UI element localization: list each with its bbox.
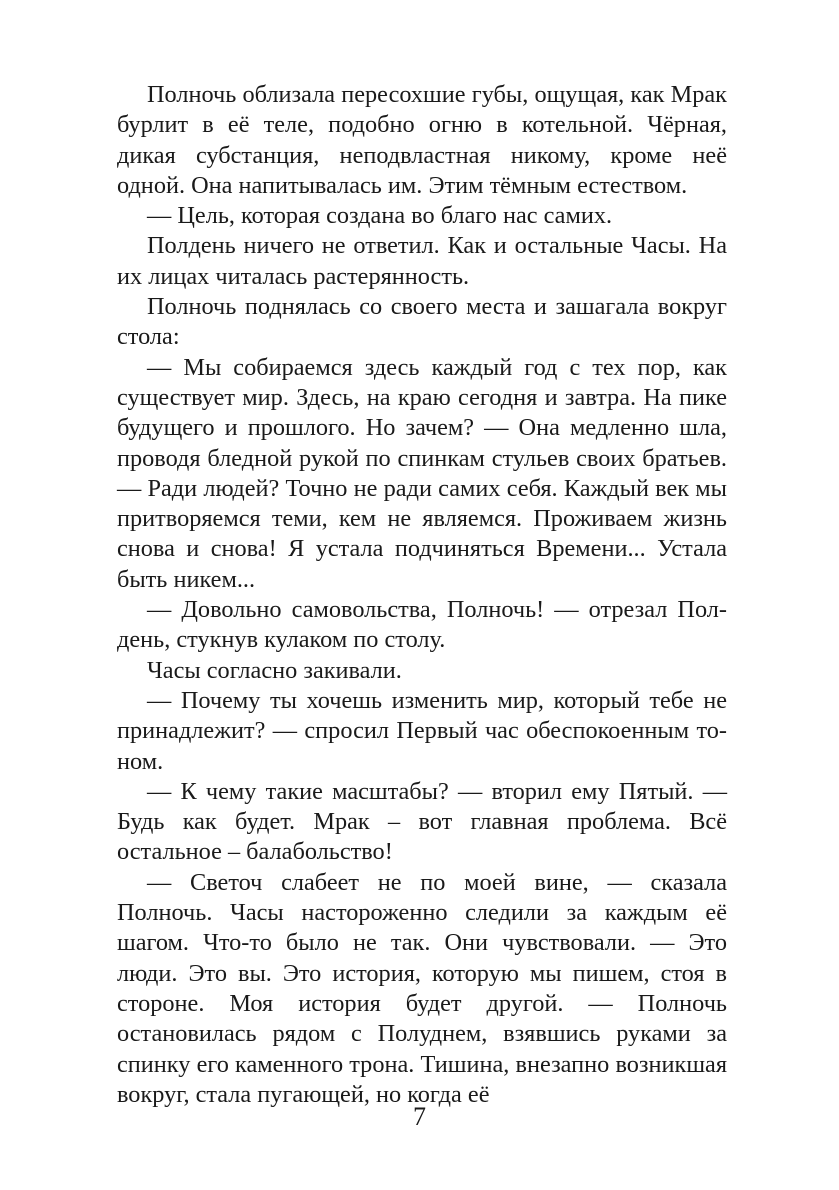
paragraph-5: — Мы собираемся здесь каждый год с тех пор, как существует мир. Здесь, на краю сегодня и завтра. На пике будущего и прошлого. Но зачем? — Она медленно шла, проводя бледной рукой по спинкам стульев своих братьев. — Ради людей? Точно не ради самих себя. Каждый век мы притворяемся теми, кем не являемся. Проживаем жизнь снова и снова! Я устала подчиняться Времени... Устала быть никем...	[117, 353, 727, 593]
paragraph-3: Полдень ничего не ответил. Как и остальные Часы. На их лицах читалась растерянность.	[117, 232, 727, 290]
paragraph-2: — Цель, которая создана во благо нас самих.	[147, 202, 613, 230]
paragraph-8: — Почему ты хочешь изменить мир, который тебе не принадлежит? — спросил Первый час обеспокоенным тоном.	[117, 686, 727, 775]
page-text	[117, 80, 727, 1110]
paragraph-1: Полночь облизала пересохшие губы, ощущая, как Мрак бурлит в её теле, подобно огню в котельной. Чёрная, дикая субстанция, неподвластная никому, кроме неё одной. Она напитывалась им. Этим тёмным естеством.	[117, 81, 727, 199]
paragraph-9: — К чему такие масштабы? — вторил ему Пятый. — Будь как будет. Мрак – вот главная проблема. Всё остальное – балабольство!	[117, 777, 727, 866]
paragraph-7: Часы согласно закивали.	[147, 656, 402, 684]
page-number: 7	[413, 1102, 426, 1131]
paragraph-4: Полночь поднялась со своего места и зашагала вокруг стола:	[117, 293, 727, 351]
paragraph-6: — Довольно самовольства, Полночь! — отрезал Полдень, стукнув кулаком по столу.	[117, 596, 727, 654]
paragraph-10: — Светоч слабеет не по моей вине, — сказала Полночь. Часы настороженно следили за каждым её шагом. Что-то было не так. Они чувствовали. — Это люди. Это вы. Это история, которую мы пишем, стоя в стороне. Моя история будет другой. — Полночь остановилась рядом с Полуднем, взявшись руками за спинку его каменного трона. Тишина, внезапно возникшая вокруг, стала пугающей, но когда её	[117, 868, 727, 1108]
